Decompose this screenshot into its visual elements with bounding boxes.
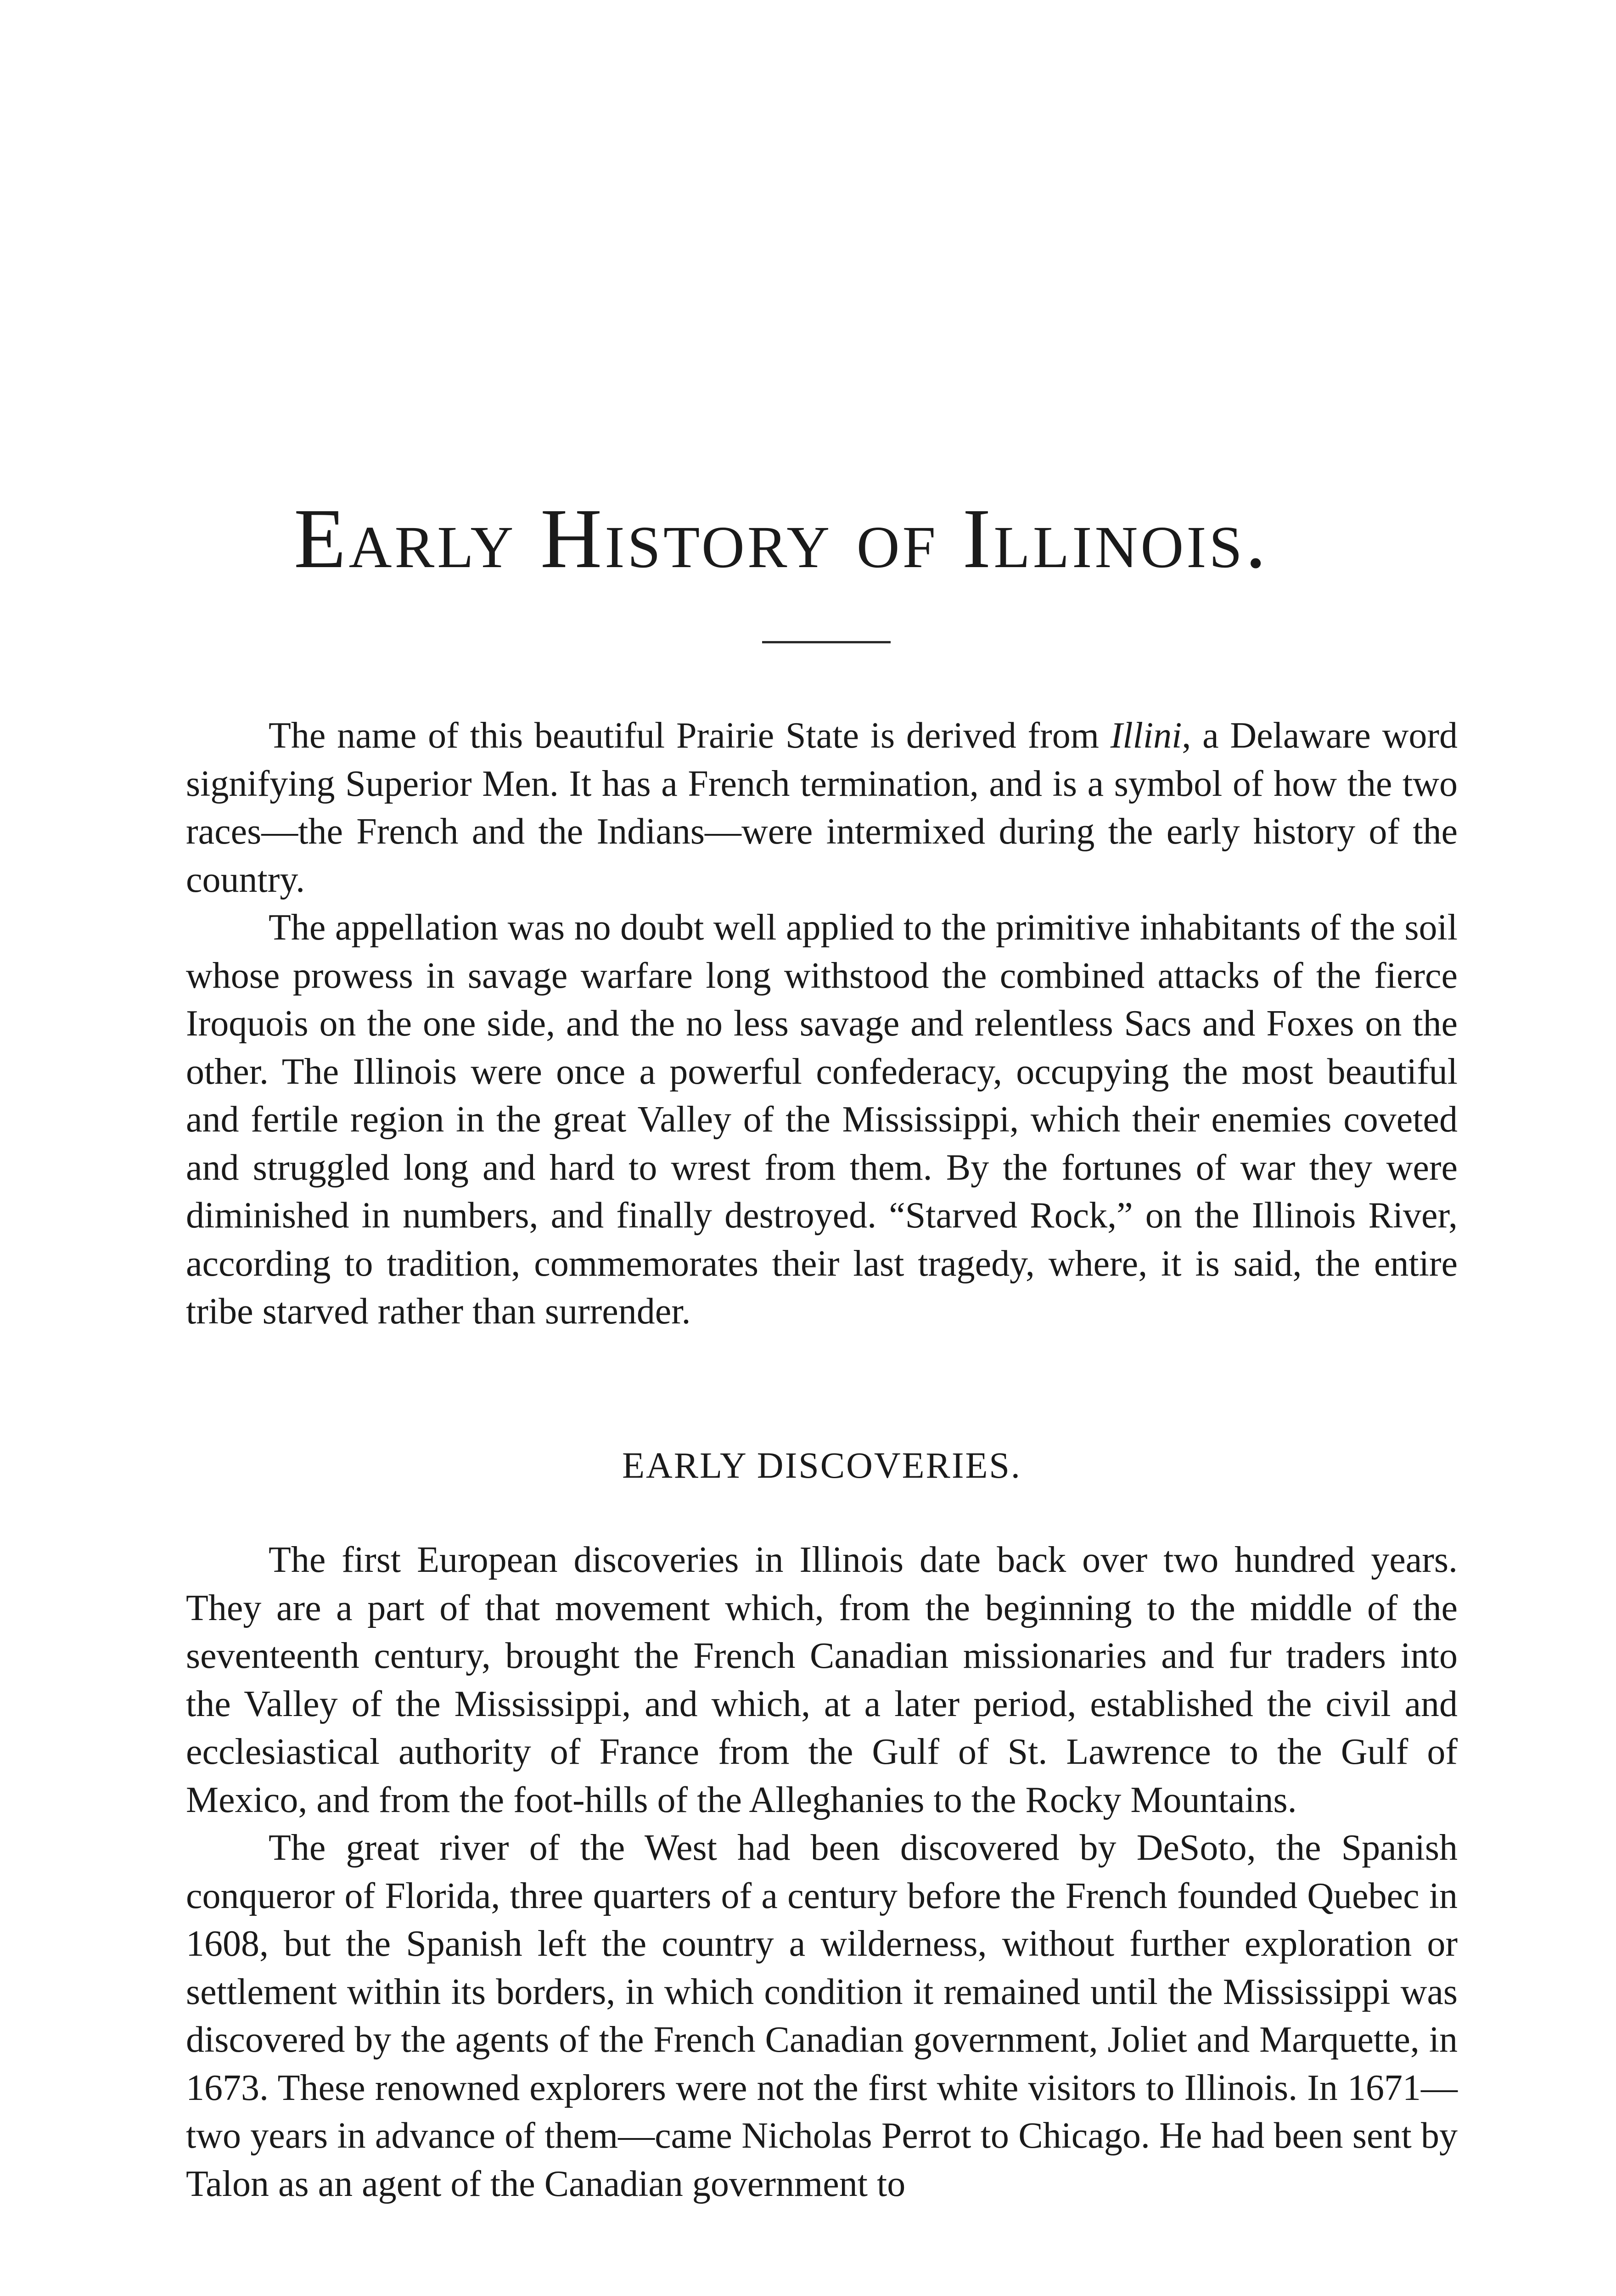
page-title: Early History of Illinois.	[294, 491, 1269, 586]
intro-paragraph-1-end: , a Delaware word signifying Superior Men. It has a French termination, and is a symbol of how the two races—the French and the Indians—were intermixed during the early history of the country.	[186, 715, 1458, 900]
intro-paragraph-1-start: The name of this beautiful Prairie State is derived from	[269, 715, 1111, 756]
illini-italic-word: Illini	[1110, 715, 1182, 756]
discoveries-paragraph-1: The first European discoveries in Illinois date back over two hundred years. They are a part of that movement which, from the beginning to the middle of the seventeenth century, brought the French Canadian missionaries and fur traders into the Valley of the Mississippi, and which, at a later period, established the civil and ecclesiastical authority of France from the Gulf of St. Lawrence to the Gulf of Mexico, and from the foot-hills of the Alleghanies to the Rocky Mountains.	[186, 1540, 1458, 1820]
discoveries-section	[186, 1536, 1458, 2208]
intro-paragraph-2: The appellation was no doubt well applied to the primitive inhabitants of the soil whose prowess in savage warfare long withstood the combined attacks of the fierce Iroquois on the one side, and the no less savage and relentless Sacs and Foxes on the other. The Illinois were once a powerful confederacy, occupying the most beautiful and fertile region in the great Valley of the Mississippi, which their enemies coveted and struggled long and hard to wrest from them. By the fortunes of war they were diminished in numbers, and finally destroyed. “Starved Rock,” on the Illinois River, according to tradition, commemorates their last tragedy, where, it is said, the entire tribe starved rather than surrender.	[186, 907, 1458, 1332]
section-heading: EARLY DISCOVERIES.	[622, 1446, 1021, 1486]
intro-paragraph-1	[186, 712, 1458, 904]
discoveries-paragraph-2: The great river of the West had been discovered by DeSoto, the Spanish conqueror of Florida, three quarters of a century before the French founded Quebec in 1608, but the Spanish left the country a wilderness, without further exploration or settlement within its borders, in which condition it remained until the Mississippi was discovered by the agents of the French Canadian government, Joliet and Marquette, in 1673. These renowned explorers were not the first white visitors to Illinois. In 1671—two years in advance of them—came Nicholas Perrot to Chicago. He had been sent by Talon as an agent of the Canadian government to	[186, 1828, 1458, 2204]
intro-section	[186, 712, 1458, 1336]
title-divider	[762, 641, 891, 643]
